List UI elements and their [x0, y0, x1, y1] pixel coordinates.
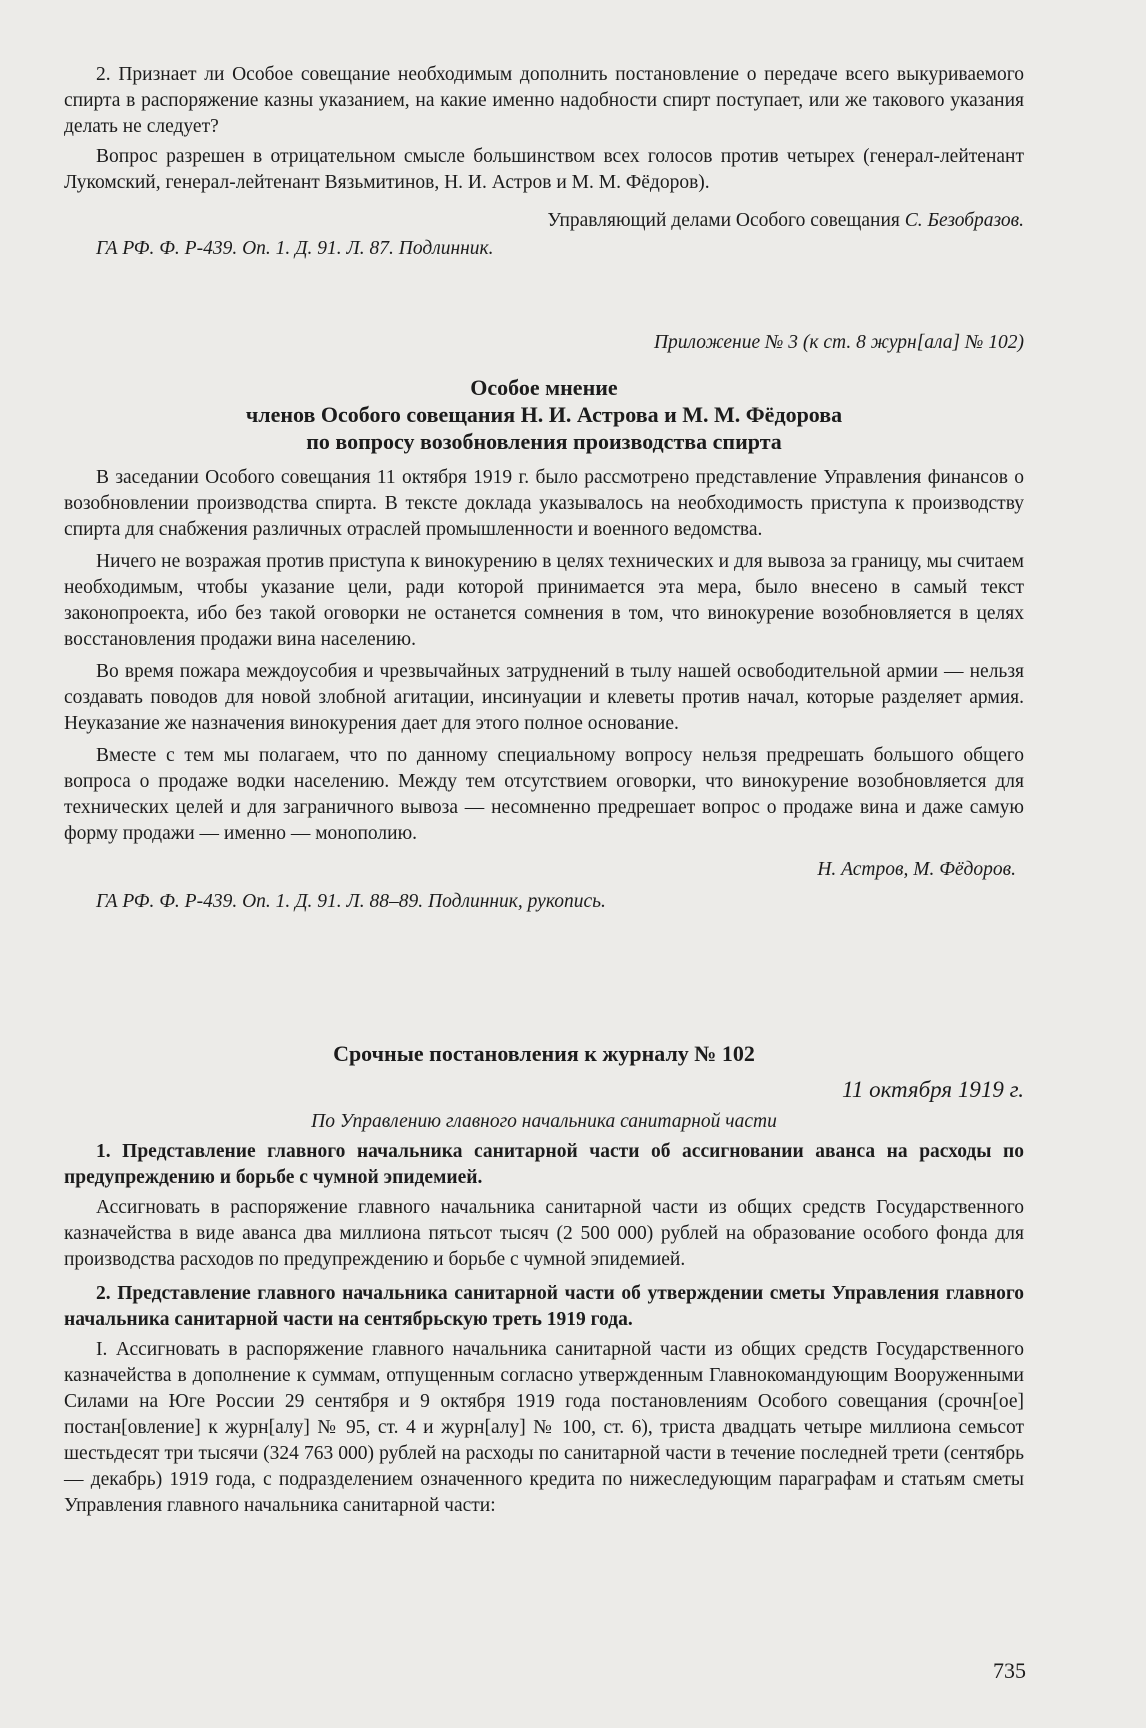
- para-question-2: 2. Признает ли Особое совещание необходимым дополнить постановление о передаче всего выкуриваемого спирта в распоряжение казны указанием, на какие именно надобности спирт поступает, или же такового указания делать не следует?: [64, 64, 1024, 137]
- appendix-title-line-2: членов Особого совещания Н. И. Астрова и М. М. Фёдорова: [245, 402, 843, 427]
- page-number: 735: [993, 1658, 1026, 1683]
- signature-role: Управляющий делами Особого совещания: [547, 210, 900, 231]
- appendix-paragraph-2: Ничего не возражая против приступа к винокурению в целях технических и для вывоза за границу, мы считаем необходимым, чтобы указание цели, ради которой принимается эта мера, было внесено в самый текст законопроекта, ибо без такой оговорки не останется сомнения в том, что винокурение возобновляется в целях восстановления продажи вина населению.: [64, 551, 1024, 650]
- appendix-3: [64, 330, 1024, 915]
- urgent-resolutions: [64, 1040, 1024, 1519]
- appendix-signatures: Н. Астров, М. Фёдоров.: [817, 859, 1016, 880]
- signature-line: [64, 208, 1024, 234]
- item-1-title: 1. Представление главного начальника санитарной части об ассигновании аванса на расходы по предупреждению и борьбе с чумной эпидемией.: [64, 1141, 1024, 1188]
- urgent-date: 11 октября 1919 г.: [842, 1077, 1024, 1102]
- para-resolution: Вопрос разрешен в отрицательном смысле большинством всех голосов против четырех (генерал-лейтенант Лукомский, генерал-лейтенант Вязьмитинов, Н. И. Астров и М. М. Фёдоров).: [64, 146, 1024, 193]
- urgent-title: Срочные постановления к журналу № 102: [333, 1041, 755, 1066]
- appendix-label: Приложение № 3 (к ст. 8 журн[ала] № 102): [653, 332, 1024, 353]
- appendix-title-line-1: Особое мнение: [470, 375, 618, 400]
- appendix-paragraph-3: Во время пожара междоусобия и чрезвычайных затруднений в тылу нашей освободительной армии — нельзя создавать поводов для новой злобной агитации, инсинуации и клеветы против начал, которые разделяет армия. Неуказание же назначения винокурения дает для этого полное основание.: [64, 661, 1024, 734]
- signature-name: С. Безобразов.: [904, 210, 1024, 231]
- appendix-paragraph-1: В заседании Особого совещания 11 октября 1919 г. было рассмотрено представление Управления финансов о возобновлении производства спирта. В тексте доклада указывалось на необходимость приступа к производству спирта для снабжения различных отраслей промышленности и военного ведомства.: [64, 467, 1024, 540]
- block-decision: [64, 62, 1024, 262]
- item-2-title: 2. Представление главного начальника санитарной части об утверждении сметы Управления главного начальника санитарной части на сентябрьскую треть 1919 года.: [64, 1283, 1024, 1330]
- appendix-paragraph-4: Вместе с тем мы полагаем, что по данному специальному вопросу нельзя предрешать большого общего вопроса о продаже водки населению. Между тем отсутствием оговорки, что винокурение возобновляется для технических целей и для заграничного вывоза — несомненно предрешает вопрос о продаже вина и даже самую форму продажи — именно — монополию.: [64, 745, 1024, 844]
- appendix-title-line-3: по вопросу возобновления производства спирта: [306, 429, 782, 454]
- urgent-subtitle: По Управлению главного начальника санитарной части: [311, 1111, 777, 1132]
- item-2-text: I. Ассигновать в распоряжение главного начальника санитарной части из общих средств Государственного казначейства в дополнение к суммам, отпущенным согласно утвержденным Главнокомандующим Вооруженными Силами на Юге России 29 сентября и 9 октября 1919 года постановлениям Особого совещания (срочн[ое] постан[овление] к журн[алу] № 95, ст. 4 и журн[алу] № 100, ст. 6), триста двадцать четыре миллиона семьсот шестьдесят три тысячи (324 763 000) рублей на расходы по санитарной части в течение последней трети (сентябрь — декабрь) 1919 года, с подразделением означенного кредита по нижеследующим параграфам и статьям сметы Управления главного начальника санитарной части:: [64, 1339, 1024, 1516]
- item-1-text: Ассигновать в распоряжение главного начальника санитарной части из общих средств Государственного казначейства в виде аванса два миллиона пятьсот тысяч (2 500 000) рублей на образование особого фонда для производства расходов по предупреждению и борьбе с чумной эпидемией.: [64, 1197, 1024, 1270]
- archive-reference: ГА РФ. Ф. Р-439. Оп. 1. Д. 91. Л. 87. Подлинник.: [96, 238, 494, 259]
- appendix-archive-reference: ГА РФ. Ф. Р-439. Оп. 1. Д. 91. Л. 88–89. Подлинник, рукопись.: [96, 891, 606, 912]
